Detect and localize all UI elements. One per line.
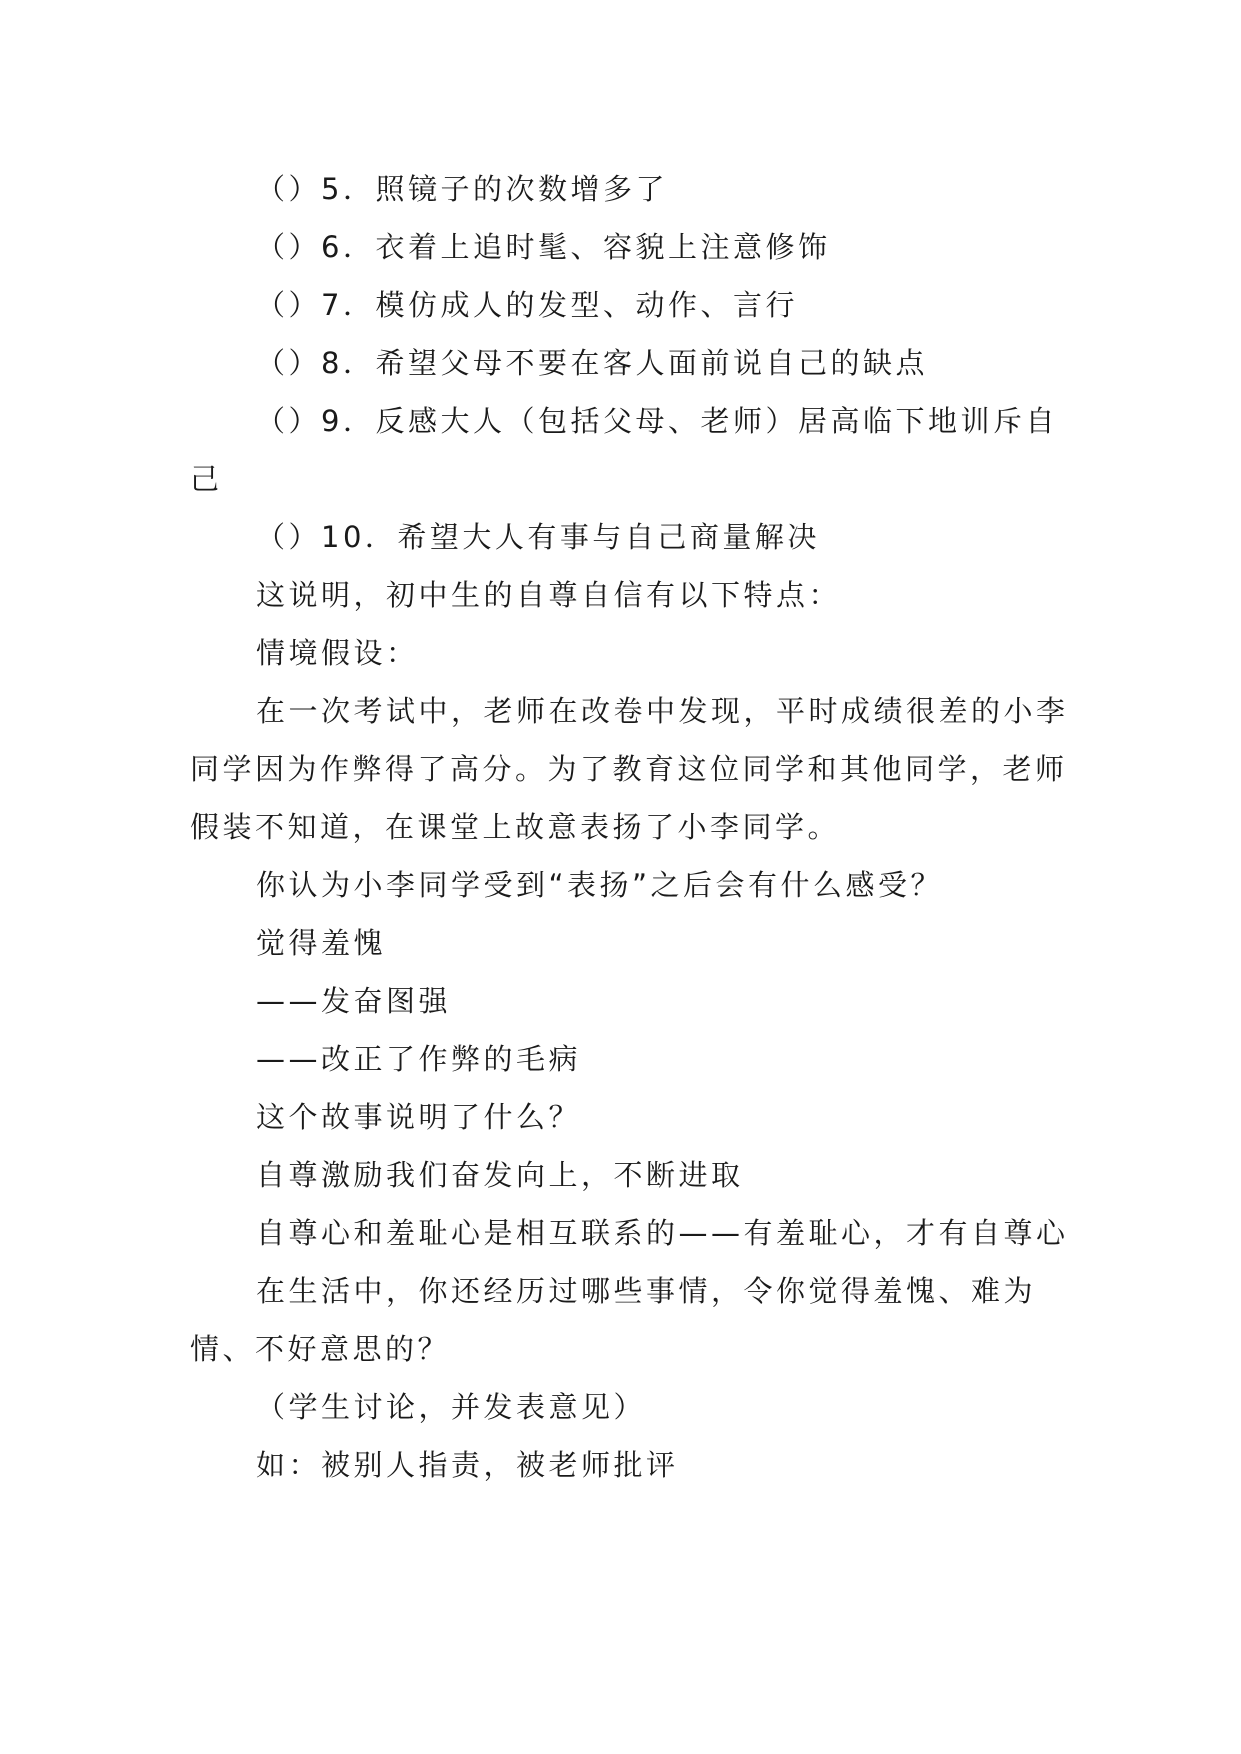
survey-item-9: （）9．反感大人（包括父母、老师）居高临下地训斥自己 — [190, 404, 1058, 496]
survey-item-6: （）6．衣着上追时髦、容貌上注意修饰 — [256, 230, 831, 264]
answer-self-respect-motivates: 自尊激励我们奋发向上，不断进取 — [256, 1158, 744, 1192]
survey-item-7: （）7．模仿成人的发型、动作、言行 — [256, 288, 798, 322]
document-body — [190, 160, 1070, 1494]
question-story-meaning: 这个故事说明了什么？ — [256, 1100, 582, 1134]
discussion-note: （学生讨论，并发表意见） — [256, 1390, 647, 1424]
scenario-text: 在一次考试中，老师在改卷中发现，平时成绩很差的小李同学因为作弊得了高分。为了教育这位同学和其他同学，老师假装不知道，在课堂上故意表扬了小李同学。 — [190, 694, 1069, 844]
survey-item-5: （）5．照镜子的次数增多了 — [256, 172, 668, 206]
survey-item-8: （）8．希望父母不要在客人面前说自己的缺点 — [256, 346, 928, 380]
answer-ashamed: 觉得羞愧 — [256, 926, 387, 960]
answer-strive: ——发奋图强 — [256, 984, 452, 1018]
scenario-heading: 情境假设： — [256, 636, 419, 670]
answer-corrected: ——改正了作弊的毛病 — [256, 1042, 582, 1076]
conclusion-prompt: 这说明，初中生的自尊自信有以下特点： — [256, 578, 842, 612]
question-experience: 在生活中，你还经历过哪些事情，令你觉得羞愧、难为情、不好意思的？ — [190, 1274, 1037, 1366]
example-answer: 如：被别人指责，被老师批评 — [256, 1448, 679, 1482]
survey-item-10: （）10．希望大人有事与自己商量解决 — [256, 520, 820, 554]
question-feeling: 你认为小李同学受到“表扬”之后会有什么感受？ — [256, 868, 944, 902]
answer-self-respect-shame: 自尊心和羞耻心是相互联系的——有羞耻心，才有自尊心 — [256, 1216, 1069, 1250]
